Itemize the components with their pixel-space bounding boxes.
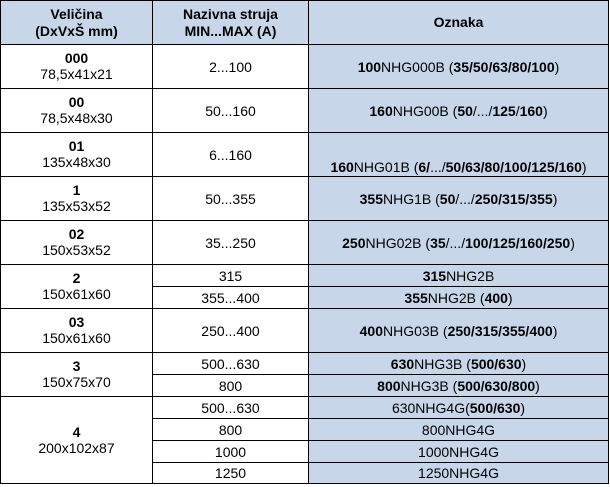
current-cell: 35...250 — [153, 221, 309, 265]
current-cell: 50...355 — [153, 177, 309, 221]
header-current — [153, 1, 309, 45]
label-bold-part: 500/630/800 — [457, 377, 536, 394]
label-cell — [309, 89, 609, 133]
table-row — [1, 45, 609, 89]
size-cell — [1, 45, 153, 89]
label-part: NHG00B ( — [392, 102, 458, 119]
label-part: 1000NHG4G — [418, 443, 499, 460]
label-bold-part: 50 — [457, 102, 473, 119]
size-number: 00 — [68, 94, 85, 110]
table-row — [1, 353, 609, 375]
header-size — [1, 1, 153, 45]
size-cell — [1, 133, 153, 177]
current-cell: 2...100 — [153, 45, 309, 89]
label-part: 630NHG4G( — [391, 399, 470, 416]
label-part: 800NHG4G — [421, 421, 496, 438]
size-cell — [1, 89, 153, 133]
table-row — [1, 221, 609, 265]
label-part: ) — [535, 377, 540, 394]
table-row — [1, 177, 609, 221]
size-number: 2 — [72, 270, 81, 286]
label-cell — [309, 397, 609, 419]
table-row — [1, 133, 609, 177]
label-bold-part: 355 — [359, 190, 383, 207]
label-cell — [309, 45, 609, 89]
current-cell: 1000 — [153, 441, 309, 463]
current-cell: 500...630 — [153, 397, 309, 419]
size-number: 000 — [64, 50, 89, 66]
label-part: ) — [554, 58, 560, 75]
label-bold-part: 160 — [330, 159, 354, 175]
label-part: /.../ — [445, 234, 466, 251]
header-size-line2: (DxVxŠ mm) — [35, 22, 118, 39]
table-body — [1, 45, 609, 484]
current-cell: 50...160 — [153, 89, 309, 133]
size-dimensions: 135x48x30 — [42, 154, 111, 170]
label-bold-part: 500/630 — [469, 399, 521, 416]
label-cell — [309, 463, 609, 484]
size-cell — [1, 397, 153, 484]
label-bold-part: 250 — [342, 234, 366, 251]
label-bold-part: 355 — [404, 289, 428, 306]
size-dimensions: 150x61x60 — [42, 330, 111, 346]
label-cell — [309, 419, 609, 441]
label-part: ) — [542, 102, 548, 119]
label-part: .../ — [430, 159, 446, 175]
label-part: ) — [521, 355, 527, 372]
current-cell: 1250 — [153, 463, 309, 484]
table-row — [1, 89, 609, 133]
label-bold-part: 125 — [492, 102, 516, 119]
size-cell — [1, 353, 153, 397]
label-bold-part: 160 — [369, 102, 393, 119]
label-bold-part: 250/315/355/400 — [447, 322, 553, 339]
size-dimensions: 78,5x48x30 — [40, 110, 113, 126]
label-bold-part: 160 — [519, 102, 543, 119]
header-label: Oznaka — [309, 1, 609, 45]
size-dimensions: 150x61x60 — [42, 286, 111, 302]
label-bold-part: 35 — [430, 234, 446, 251]
label-bold-part: 50/63/80/100/125/160 — [445, 159, 582, 175]
table-row — [1, 397, 609, 419]
size-cell — [1, 309, 153, 353]
size-cell — [1, 221, 153, 265]
label-part: ) — [520, 399, 526, 416]
label-part: ) — [570, 234, 575, 251]
current-cell: 250...400 — [153, 309, 309, 353]
current-cell: 800 — [153, 419, 309, 441]
size-dimensions: 135x53x52 — [42, 198, 111, 214]
current-cell: 6...160 — [153, 133, 309, 177]
size-cell — [1, 265, 153, 309]
label-part: ) — [507, 289, 513, 306]
table-row — [1, 265, 609, 287]
label-cell — [309, 133, 609, 177]
label-part: /.../ — [472, 102, 493, 119]
label-cell — [309, 375, 609, 397]
size-cell — [1, 177, 153, 221]
header-current-line2: MIN...MAX (A) — [184, 22, 277, 39]
label-cell — [309, 309, 609, 353]
label-part: NHG2B — [446, 267, 495, 284]
current-cell: 500...630 — [153, 353, 309, 375]
label-part: NHG1B ( — [383, 190, 440, 207]
header-size-line1: Veličina — [50, 5, 103, 22]
current-cell: 355...400 — [153, 287, 309, 309]
label-cell — [309, 353, 609, 375]
label-cell — [309, 441, 609, 463]
size-dimensions: 200x102x87 — [38, 439, 115, 456]
current-cell: 800 — [153, 375, 309, 397]
label-bold-part: 100/125/160/250 — [465, 234, 571, 251]
current-cell: 315 — [153, 265, 309, 287]
label-bold-part: 100 — [357, 58, 382, 75]
table-row — [1, 309, 609, 353]
label-bold-part: 315 — [422, 267, 447, 284]
label-cell — [309, 177, 609, 221]
header-row — [1, 1, 609, 45]
label-bold-part: 400 — [359, 322, 383, 339]
size-number: 01 — [68, 138, 85, 154]
label-bold-part: 50 — [439, 190, 456, 207]
size-number: 1 — [72, 182, 81, 198]
label-part: / — [515, 102, 520, 119]
label-part: ) — [552, 190, 558, 207]
label-cell — [309, 265, 609, 287]
label-bold-part: 800 — [377, 377, 401, 394]
label-part: NHG01B ( — [353, 159, 419, 175]
label-bold-part: 250/315/355 — [474, 190, 553, 207]
label-part: ) — [581, 159, 587, 175]
label-bold-part: 35/50/63/80/100 — [453, 58, 555, 75]
label-cell — [309, 221, 609, 265]
label-bold-part: 6/ — [418, 159, 431, 175]
label-cell — [309, 287, 609, 309]
size-number: 03 — [68, 314, 85, 330]
size-number: 3 — [72, 358, 81, 374]
label-part: ) — [552, 322, 558, 339]
size-number: 4 — [72, 423, 81, 440]
label-bold-part: 630 — [390, 355, 415, 372]
label-part: 1250NHG4G — [418, 465, 499, 481]
label-bold-part: 500/630 — [470, 355, 522, 372]
label-part: NHG3B ( — [400, 377, 458, 394]
size-dimensions: 150x75x70 — [42, 374, 111, 390]
size-dimensions: 150x53x52 — [42, 242, 111, 258]
label-part: NHG02B ( — [365, 234, 431, 251]
label-bold-part: 400 — [484, 289, 508, 306]
label-part: NHG000B ( — [381, 58, 454, 75]
size-number: 02 — [68, 226, 85, 242]
label-part: NHG2B ( — [427, 289, 485, 306]
header-current-line1: Nazivna struja — [183, 5, 278, 22]
size-dimensions: 78,5x41x21 — [40, 66, 113, 82]
label-part: NHG03B ( — [383, 322, 448, 339]
label-part: /.../ — [455, 190, 475, 207]
label-part: NHG3B ( — [414, 355, 471, 372]
